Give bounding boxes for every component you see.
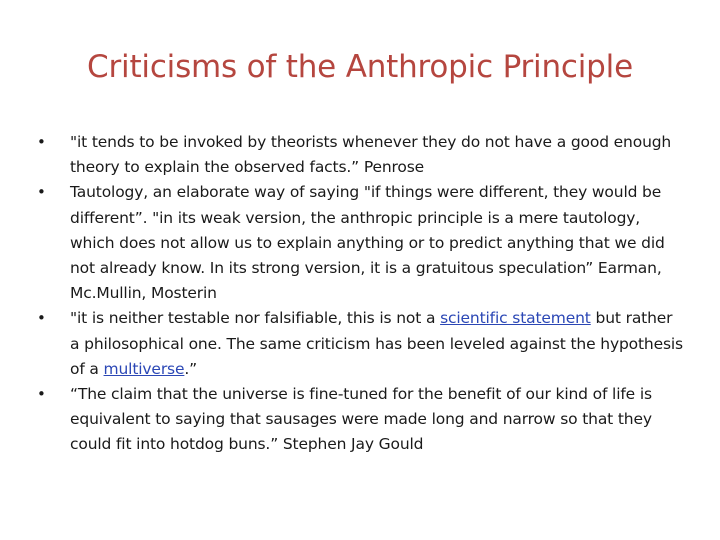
bullet-text-3a: "it is neither testable nor falsifiable, this is not a (70, 309, 441, 328)
bullet-icon: • (37, 385, 46, 404)
slide-title: Criticisms of the Anthropic Principle (87, 49, 633, 85)
bullet-icon: • (37, 309, 46, 328)
bullet-icon: • (37, 133, 46, 151)
bullet-item-4 (36, 382, 686, 458)
bullet-text-3b: but rather a philosophical one. The same criticism has been leveled against the hypothesis of a (70, 309, 683, 378)
bullet-text-4: “The claim that the universe is fine-tuned for the benefit of our kind of life is equivalent to saying that sausages were made long and narrow so that they could fit into hotdog buns.” Stephen Jay Gould (70, 385, 652, 454)
bullet-item-3 (36, 306, 686, 382)
multiverse-link[interactable]: multiverse (103, 359, 185, 378)
bullet-item-1 (36, 130, 686, 180)
bullet-list (36, 130, 686, 458)
scientific-statement-link[interactable]: scientific statement (440, 309, 591, 328)
bullet-text-1: "it tends to be invoked by theorists whenever they do not have a good enough theory to explain the observed facts.” Penrose (70, 133, 672, 177)
bullet-item-2 (36, 180, 686, 306)
bullet-text-3c: .” (184, 359, 198, 378)
bullet-icon: • (37, 183, 46, 202)
bullet-text-2: Tautology, an elaborate way of saying "if things were different, they would be different”. "in its weak version, the anthropic principle is a mere tautology, which does not allow us to explain anything or to predict anything that we did not already know. In its strong version, it is a gratuitous speculation” Earman, Mc.Mullin, Mosterin (70, 183, 665, 303)
